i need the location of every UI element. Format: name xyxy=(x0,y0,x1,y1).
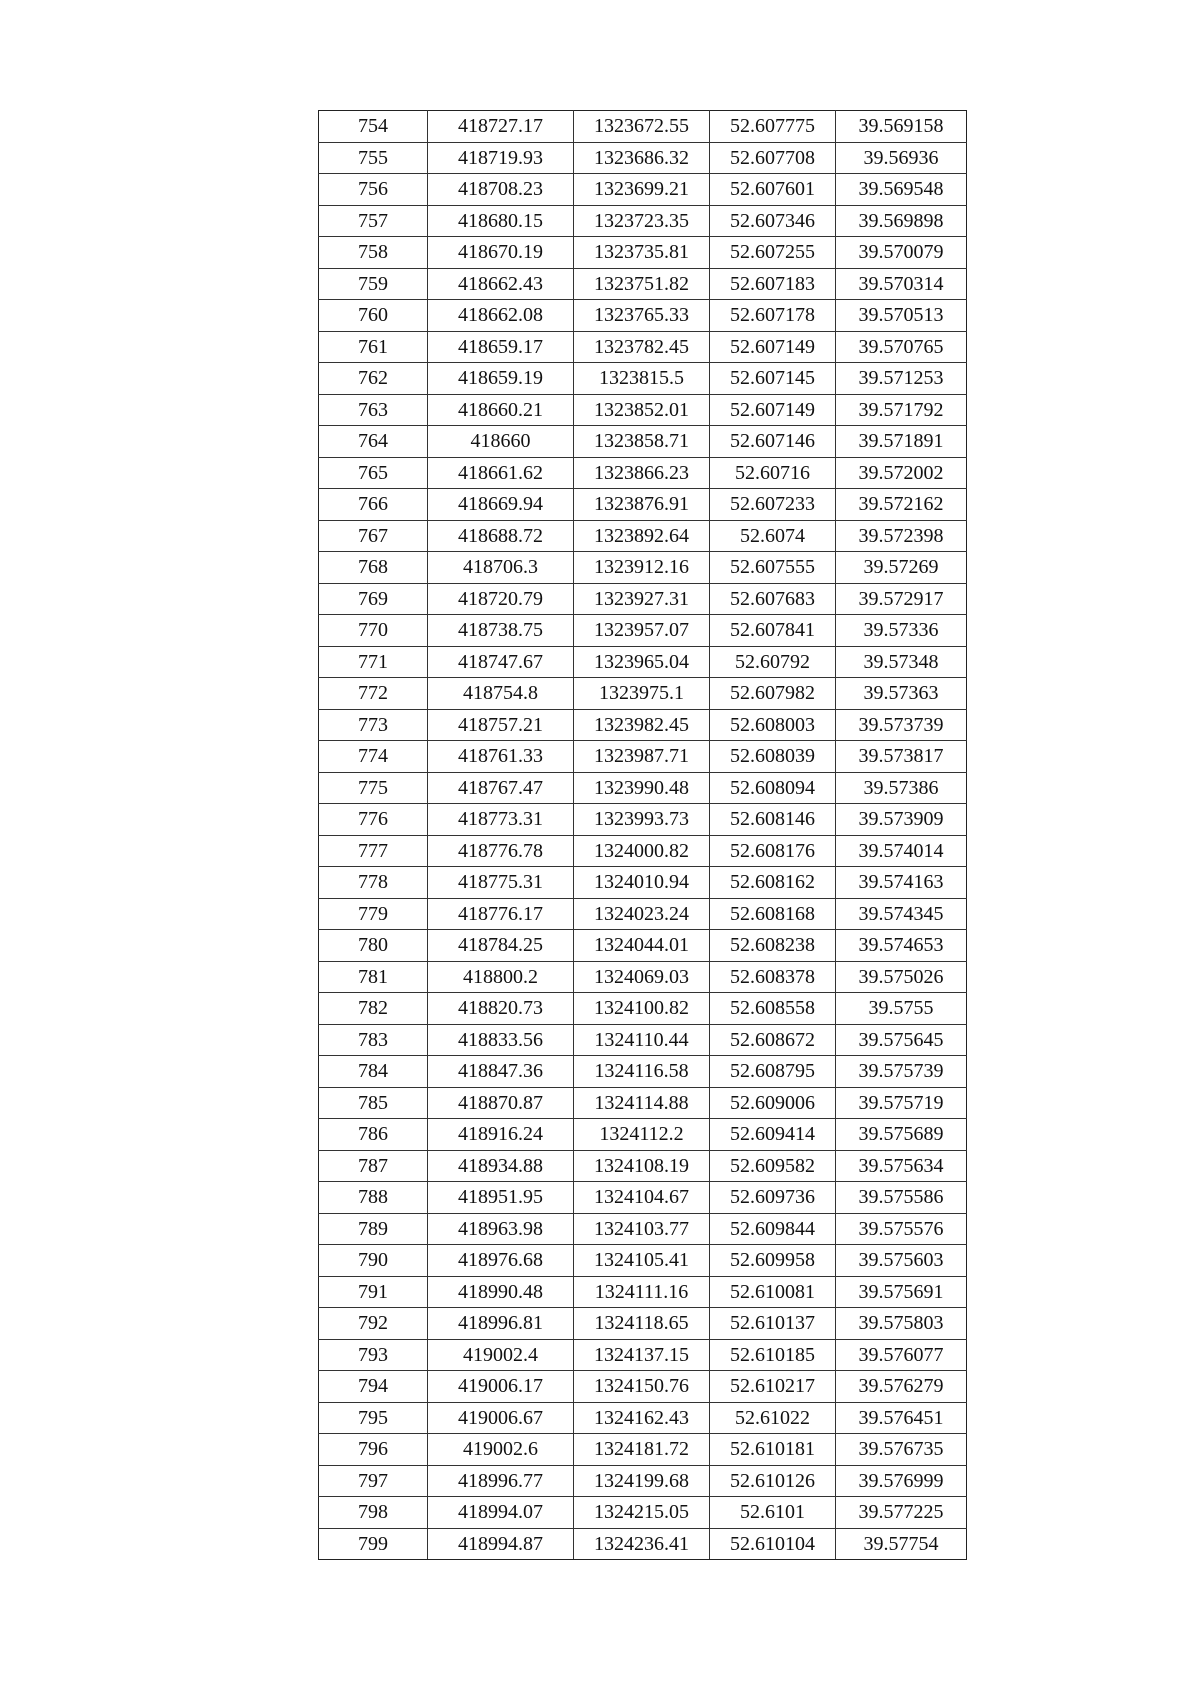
point-number-cell: 789 xyxy=(319,1213,428,1245)
y-coordinate-cell: 1323927.31 xyxy=(574,583,710,615)
latitude-cell: 52.6101 xyxy=(710,1497,836,1529)
latitude-cell: 52.607708 xyxy=(710,142,836,174)
table-row xyxy=(319,930,967,962)
point-number-cell: 799 xyxy=(319,1528,428,1560)
longitude-cell: 39.576735 xyxy=(836,1434,967,1466)
x-coordinate-cell: 418820.73 xyxy=(428,993,574,1025)
longitude-cell: 39.576279 xyxy=(836,1371,967,1403)
table-row xyxy=(319,709,967,741)
x-coordinate-cell: 418916.24 xyxy=(428,1119,574,1151)
longitude-cell: 39.574163 xyxy=(836,867,967,899)
y-coordinate-cell: 1324236.41 xyxy=(574,1528,710,1560)
point-number-cell: 777 xyxy=(319,835,428,867)
latitude-cell: 52.608558 xyxy=(710,993,836,1025)
longitude-cell: 39.576451 xyxy=(836,1402,967,1434)
table-row xyxy=(319,961,967,993)
latitude-cell: 52.608168 xyxy=(710,898,836,930)
longitude-cell: 39.575689 xyxy=(836,1119,967,1151)
table-row xyxy=(319,1056,967,1088)
latitude-cell: 52.608039 xyxy=(710,741,836,773)
point-number-cell: 773 xyxy=(319,709,428,741)
latitude-cell: 52.607233 xyxy=(710,489,836,521)
longitude-cell: 39.575603 xyxy=(836,1245,967,1277)
y-coordinate-cell: 1324103.77 xyxy=(574,1213,710,1245)
point-number-cell: 776 xyxy=(319,804,428,836)
longitude-cell: 39.575576 xyxy=(836,1213,967,1245)
x-coordinate-cell: 418776.17 xyxy=(428,898,574,930)
longitude-cell: 39.570765 xyxy=(836,331,967,363)
y-coordinate-cell: 1324150.76 xyxy=(574,1371,710,1403)
y-coordinate-cell: 1324114.88 xyxy=(574,1087,710,1119)
coordinates-table xyxy=(318,110,967,1560)
table-row xyxy=(319,741,967,773)
table-row xyxy=(319,1213,967,1245)
x-coordinate-cell: 419006.67 xyxy=(428,1402,574,1434)
x-coordinate-cell: 418660.21 xyxy=(428,394,574,426)
y-coordinate-cell: 1323852.01 xyxy=(574,394,710,426)
point-number-cell: 782 xyxy=(319,993,428,1025)
y-coordinate-cell: 1323672.55 xyxy=(574,111,710,143)
point-number-cell: 770 xyxy=(319,615,428,647)
longitude-cell: 39.569548 xyxy=(836,174,967,206)
latitude-cell: 52.607601 xyxy=(710,174,836,206)
longitude-cell: 39.576077 xyxy=(836,1339,967,1371)
y-coordinate-cell: 1324116.58 xyxy=(574,1056,710,1088)
table-row xyxy=(319,804,967,836)
table-row xyxy=(319,394,967,426)
y-coordinate-cell: 1323699.21 xyxy=(574,174,710,206)
point-number-cell: 798 xyxy=(319,1497,428,1529)
point-number-cell: 795 xyxy=(319,1402,428,1434)
latitude-cell: 52.61022 xyxy=(710,1402,836,1434)
x-coordinate-cell: 418963.98 xyxy=(428,1213,574,1245)
y-coordinate-cell: 1323723.35 xyxy=(574,205,710,237)
latitude-cell: 52.60792 xyxy=(710,646,836,678)
table-row xyxy=(319,268,967,300)
point-number-cell: 792 xyxy=(319,1308,428,1340)
longitude-cell: 39.576999 xyxy=(836,1465,967,1497)
y-coordinate-cell: 1324137.15 xyxy=(574,1339,710,1371)
longitude-cell: 39.575586 xyxy=(836,1182,967,1214)
y-coordinate-cell: 1323686.32 xyxy=(574,142,710,174)
x-coordinate-cell: 418680.15 xyxy=(428,205,574,237)
x-coordinate-cell: 418870.87 xyxy=(428,1087,574,1119)
x-coordinate-cell: 419006.17 xyxy=(428,1371,574,1403)
longitude-cell: 39.570513 xyxy=(836,300,967,332)
x-coordinate-cell: 418775.31 xyxy=(428,867,574,899)
point-number-cell: 755 xyxy=(319,142,428,174)
point-number-cell: 786 xyxy=(319,1119,428,1151)
point-number-cell: 762 xyxy=(319,363,428,395)
longitude-cell: 39.575803 xyxy=(836,1308,967,1340)
y-coordinate-cell: 1323957.07 xyxy=(574,615,710,647)
point-number-cell: 797 xyxy=(319,1465,428,1497)
point-number-cell: 778 xyxy=(319,867,428,899)
point-number-cell: 759 xyxy=(319,268,428,300)
y-coordinate-cell: 1324111.16 xyxy=(574,1276,710,1308)
x-coordinate-cell: 418996.81 xyxy=(428,1308,574,1340)
table-row xyxy=(319,1434,967,1466)
latitude-cell: 52.610185 xyxy=(710,1339,836,1371)
y-coordinate-cell: 1324023.24 xyxy=(574,898,710,930)
y-coordinate-cell: 1324104.67 xyxy=(574,1182,710,1214)
x-coordinate-cell: 419002.4 xyxy=(428,1339,574,1371)
table-row xyxy=(319,457,967,489)
latitude-cell: 52.609414 xyxy=(710,1119,836,1151)
y-coordinate-cell: 1324000.82 xyxy=(574,835,710,867)
table-row xyxy=(319,835,967,867)
y-coordinate-cell: 1324044.01 xyxy=(574,930,710,962)
longitude-cell: 39.57348 xyxy=(836,646,967,678)
x-coordinate-cell: 418669.94 xyxy=(428,489,574,521)
latitude-cell: 52.607346 xyxy=(710,205,836,237)
y-coordinate-cell: 1323866.23 xyxy=(574,457,710,489)
latitude-cell: 52.607183 xyxy=(710,268,836,300)
coordinates-table-body xyxy=(319,111,967,1560)
y-coordinate-cell: 1324162.43 xyxy=(574,1402,710,1434)
point-number-cell: 791 xyxy=(319,1276,428,1308)
y-coordinate-cell: 1323982.45 xyxy=(574,709,710,741)
longitude-cell: 39.571891 xyxy=(836,426,967,458)
x-coordinate-cell: 418688.72 xyxy=(428,520,574,552)
y-coordinate-cell: 1324215.05 xyxy=(574,1497,710,1529)
y-coordinate-cell: 1324105.41 xyxy=(574,1245,710,1277)
latitude-cell: 52.609844 xyxy=(710,1213,836,1245)
y-coordinate-cell: 1323751.82 xyxy=(574,268,710,300)
x-coordinate-cell: 418708.23 xyxy=(428,174,574,206)
x-coordinate-cell: 418776.78 xyxy=(428,835,574,867)
table-row xyxy=(319,993,967,1025)
table-row xyxy=(319,1402,967,1434)
longitude-cell: 39.57336 xyxy=(836,615,967,647)
y-coordinate-cell: 1323735.81 xyxy=(574,237,710,269)
x-coordinate-cell: 418833.56 xyxy=(428,1024,574,1056)
x-coordinate-cell: 418659.19 xyxy=(428,363,574,395)
table-row xyxy=(319,174,967,206)
x-coordinate-cell: 418951.95 xyxy=(428,1182,574,1214)
table-row xyxy=(319,1245,967,1277)
x-coordinate-cell: 418996.77 xyxy=(428,1465,574,1497)
longitude-cell: 39.577225 xyxy=(836,1497,967,1529)
point-number-cell: 772 xyxy=(319,678,428,710)
latitude-cell: 52.610126 xyxy=(710,1465,836,1497)
point-number-cell: 754 xyxy=(319,111,428,143)
y-coordinate-cell: 1324108.19 xyxy=(574,1150,710,1182)
point-number-cell: 785 xyxy=(319,1087,428,1119)
x-coordinate-cell: 418934.88 xyxy=(428,1150,574,1182)
latitude-cell: 52.607683 xyxy=(710,583,836,615)
table-row xyxy=(319,1497,967,1529)
y-coordinate-cell: 1323965.04 xyxy=(574,646,710,678)
latitude-cell: 52.608003 xyxy=(710,709,836,741)
point-number-cell: 758 xyxy=(319,237,428,269)
y-coordinate-cell: 1323990.48 xyxy=(574,772,710,804)
y-coordinate-cell: 1323765.33 xyxy=(574,300,710,332)
point-number-cell: 766 xyxy=(319,489,428,521)
latitude-cell: 52.607178 xyxy=(710,300,836,332)
point-number-cell: 781 xyxy=(319,961,428,993)
longitude-cell: 39.56936 xyxy=(836,142,967,174)
y-coordinate-cell: 1324100.82 xyxy=(574,993,710,1025)
point-number-cell: 774 xyxy=(319,741,428,773)
y-coordinate-cell: 1323912.16 xyxy=(574,552,710,584)
longitude-cell: 39.569898 xyxy=(836,205,967,237)
longitude-cell: 39.574014 xyxy=(836,835,967,867)
latitude-cell: 52.610181 xyxy=(710,1434,836,1466)
table-row xyxy=(319,520,967,552)
latitude-cell: 52.607149 xyxy=(710,331,836,363)
x-coordinate-cell: 418976.68 xyxy=(428,1245,574,1277)
longitude-cell: 39.572162 xyxy=(836,489,967,521)
latitude-cell: 52.608094 xyxy=(710,772,836,804)
x-coordinate-cell: 418994.87 xyxy=(428,1528,574,1560)
x-coordinate-cell: 418990.48 xyxy=(428,1276,574,1308)
x-coordinate-cell: 418727.17 xyxy=(428,111,574,143)
table-row xyxy=(319,898,967,930)
x-coordinate-cell: 418800.2 xyxy=(428,961,574,993)
latitude-cell: 52.609006 xyxy=(710,1087,836,1119)
table-row xyxy=(319,1339,967,1371)
y-coordinate-cell: 1324199.68 xyxy=(574,1465,710,1497)
y-coordinate-cell: 1323975.1 xyxy=(574,678,710,710)
x-coordinate-cell: 418670.19 xyxy=(428,237,574,269)
latitude-cell: 52.607255 xyxy=(710,237,836,269)
point-number-cell: 787 xyxy=(319,1150,428,1182)
x-coordinate-cell: 418660 xyxy=(428,426,574,458)
longitude-cell: 39.575645 xyxy=(836,1024,967,1056)
point-number-cell: 760 xyxy=(319,300,428,332)
point-number-cell: 768 xyxy=(319,552,428,584)
y-coordinate-cell: 1323858.71 xyxy=(574,426,710,458)
point-number-cell: 783 xyxy=(319,1024,428,1056)
table-row xyxy=(319,1371,967,1403)
latitude-cell: 52.607555 xyxy=(710,552,836,584)
latitude-cell: 52.607145 xyxy=(710,363,836,395)
y-coordinate-cell: 1323876.91 xyxy=(574,489,710,521)
point-number-cell: 767 xyxy=(319,520,428,552)
point-number-cell: 769 xyxy=(319,583,428,615)
y-coordinate-cell: 1323815.5 xyxy=(574,363,710,395)
table-row xyxy=(319,1024,967,1056)
point-number-cell: 764 xyxy=(319,426,428,458)
x-coordinate-cell: 418661.62 xyxy=(428,457,574,489)
table-row xyxy=(319,300,967,332)
x-coordinate-cell: 418761.33 xyxy=(428,741,574,773)
longitude-cell: 39.575634 xyxy=(836,1150,967,1182)
latitude-cell: 52.610104 xyxy=(710,1528,836,1560)
x-coordinate-cell: 418773.31 xyxy=(428,804,574,836)
table-row xyxy=(319,426,967,458)
table-row xyxy=(319,646,967,678)
longitude-cell: 39.572917 xyxy=(836,583,967,615)
point-number-cell: 765 xyxy=(319,457,428,489)
y-coordinate-cell: 1324112.2 xyxy=(574,1119,710,1151)
longitude-cell: 39.571253 xyxy=(836,363,967,395)
table-row xyxy=(319,867,967,899)
longitude-cell: 39.572398 xyxy=(836,520,967,552)
latitude-cell: 52.610081 xyxy=(710,1276,836,1308)
table-row xyxy=(319,1119,967,1151)
point-number-cell: 756 xyxy=(319,174,428,206)
latitude-cell: 52.609736 xyxy=(710,1182,836,1214)
point-number-cell: 788 xyxy=(319,1182,428,1214)
point-number-cell: 761 xyxy=(319,331,428,363)
table-row xyxy=(319,363,967,395)
latitude-cell: 52.608238 xyxy=(710,930,836,962)
table-row xyxy=(319,1308,967,1340)
point-number-cell: 790 xyxy=(319,1245,428,1277)
longitude-cell: 39.575719 xyxy=(836,1087,967,1119)
table-row xyxy=(319,237,967,269)
table-row xyxy=(319,111,967,143)
table-row xyxy=(319,1465,967,1497)
latitude-cell: 52.60716 xyxy=(710,457,836,489)
latitude-cell: 52.608146 xyxy=(710,804,836,836)
table-row xyxy=(319,331,967,363)
table-row xyxy=(319,583,967,615)
latitude-cell: 52.608672 xyxy=(710,1024,836,1056)
table-row xyxy=(319,1087,967,1119)
table-row xyxy=(319,772,967,804)
longitude-cell: 39.573739 xyxy=(836,709,967,741)
y-coordinate-cell: 1323892.64 xyxy=(574,520,710,552)
latitude-cell: 52.607149 xyxy=(710,394,836,426)
longitude-cell: 39.570314 xyxy=(836,268,967,300)
x-coordinate-cell: 418784.25 xyxy=(428,930,574,962)
point-number-cell: 771 xyxy=(319,646,428,678)
latitude-cell: 52.609582 xyxy=(710,1150,836,1182)
latitude-cell: 52.608176 xyxy=(710,835,836,867)
longitude-cell: 39.575026 xyxy=(836,961,967,993)
point-number-cell: 794 xyxy=(319,1371,428,1403)
table-row xyxy=(319,1276,967,1308)
y-coordinate-cell: 1323993.73 xyxy=(574,804,710,836)
y-coordinate-cell: 1324010.94 xyxy=(574,867,710,899)
table-row xyxy=(319,489,967,521)
y-coordinate-cell: 1324069.03 xyxy=(574,961,710,993)
y-coordinate-cell: 1324118.65 xyxy=(574,1308,710,1340)
longitude-cell: 39.57754 xyxy=(836,1528,967,1560)
x-coordinate-cell: 418747.67 xyxy=(428,646,574,678)
longitude-cell: 39.570079 xyxy=(836,237,967,269)
longitude-cell: 39.569158 xyxy=(836,111,967,143)
table-row xyxy=(319,142,967,174)
longitude-cell: 39.57269 xyxy=(836,552,967,584)
longitude-cell: 39.575739 xyxy=(836,1056,967,1088)
table-row xyxy=(319,552,967,584)
x-coordinate-cell: 419002.6 xyxy=(428,1434,574,1466)
x-coordinate-cell: 418994.07 xyxy=(428,1497,574,1529)
x-coordinate-cell: 418847.36 xyxy=(428,1056,574,1088)
table-row xyxy=(319,615,967,647)
table-row xyxy=(319,1182,967,1214)
longitude-cell: 39.57386 xyxy=(836,772,967,804)
x-coordinate-cell: 418662.08 xyxy=(428,300,574,332)
longitude-cell: 39.571792 xyxy=(836,394,967,426)
latitude-cell: 52.607841 xyxy=(710,615,836,647)
y-coordinate-cell: 1323782.45 xyxy=(574,331,710,363)
latitude-cell: 52.609958 xyxy=(710,1245,836,1277)
longitude-cell: 39.574653 xyxy=(836,930,967,962)
latitude-cell: 52.607775 xyxy=(710,111,836,143)
point-number-cell: 793 xyxy=(319,1339,428,1371)
point-number-cell: 757 xyxy=(319,205,428,237)
latitude-cell: 52.608795 xyxy=(710,1056,836,1088)
latitude-cell: 52.607146 xyxy=(710,426,836,458)
latitude-cell: 52.607982 xyxy=(710,678,836,710)
x-coordinate-cell: 418659.17 xyxy=(428,331,574,363)
latitude-cell: 52.6074 xyxy=(710,520,836,552)
point-number-cell: 763 xyxy=(319,394,428,426)
point-number-cell: 784 xyxy=(319,1056,428,1088)
x-coordinate-cell: 418757.21 xyxy=(428,709,574,741)
longitude-cell: 39.573909 xyxy=(836,804,967,836)
x-coordinate-cell: 418754.8 xyxy=(428,678,574,710)
y-coordinate-cell: 1324181.72 xyxy=(574,1434,710,1466)
longitude-cell: 39.57363 xyxy=(836,678,967,710)
x-coordinate-cell: 418719.93 xyxy=(428,142,574,174)
longitude-cell: 39.572002 xyxy=(836,457,967,489)
x-coordinate-cell: 418767.47 xyxy=(428,772,574,804)
y-coordinate-cell: 1324110.44 xyxy=(574,1024,710,1056)
x-coordinate-cell: 418720.79 xyxy=(428,583,574,615)
longitude-cell: 39.573817 xyxy=(836,741,967,773)
x-coordinate-cell: 418738.75 xyxy=(428,615,574,647)
latitude-cell: 52.608378 xyxy=(710,961,836,993)
point-number-cell: 780 xyxy=(319,930,428,962)
longitude-cell: 39.574345 xyxy=(836,898,967,930)
latitude-cell: 52.610217 xyxy=(710,1371,836,1403)
longitude-cell: 39.575691 xyxy=(836,1276,967,1308)
latitude-cell: 52.610137 xyxy=(710,1308,836,1340)
latitude-cell: 52.608162 xyxy=(710,867,836,899)
y-coordinate-cell: 1323987.71 xyxy=(574,741,710,773)
point-number-cell: 796 xyxy=(319,1434,428,1466)
point-number-cell: 775 xyxy=(319,772,428,804)
table-row xyxy=(319,205,967,237)
x-coordinate-cell: 418662.43 xyxy=(428,268,574,300)
table-row xyxy=(319,1528,967,1560)
table-row xyxy=(319,678,967,710)
point-number-cell: 779 xyxy=(319,898,428,930)
longitude-cell: 39.5755 xyxy=(836,993,967,1025)
x-coordinate-cell: 418706.3 xyxy=(428,552,574,584)
table-row xyxy=(319,1150,967,1182)
